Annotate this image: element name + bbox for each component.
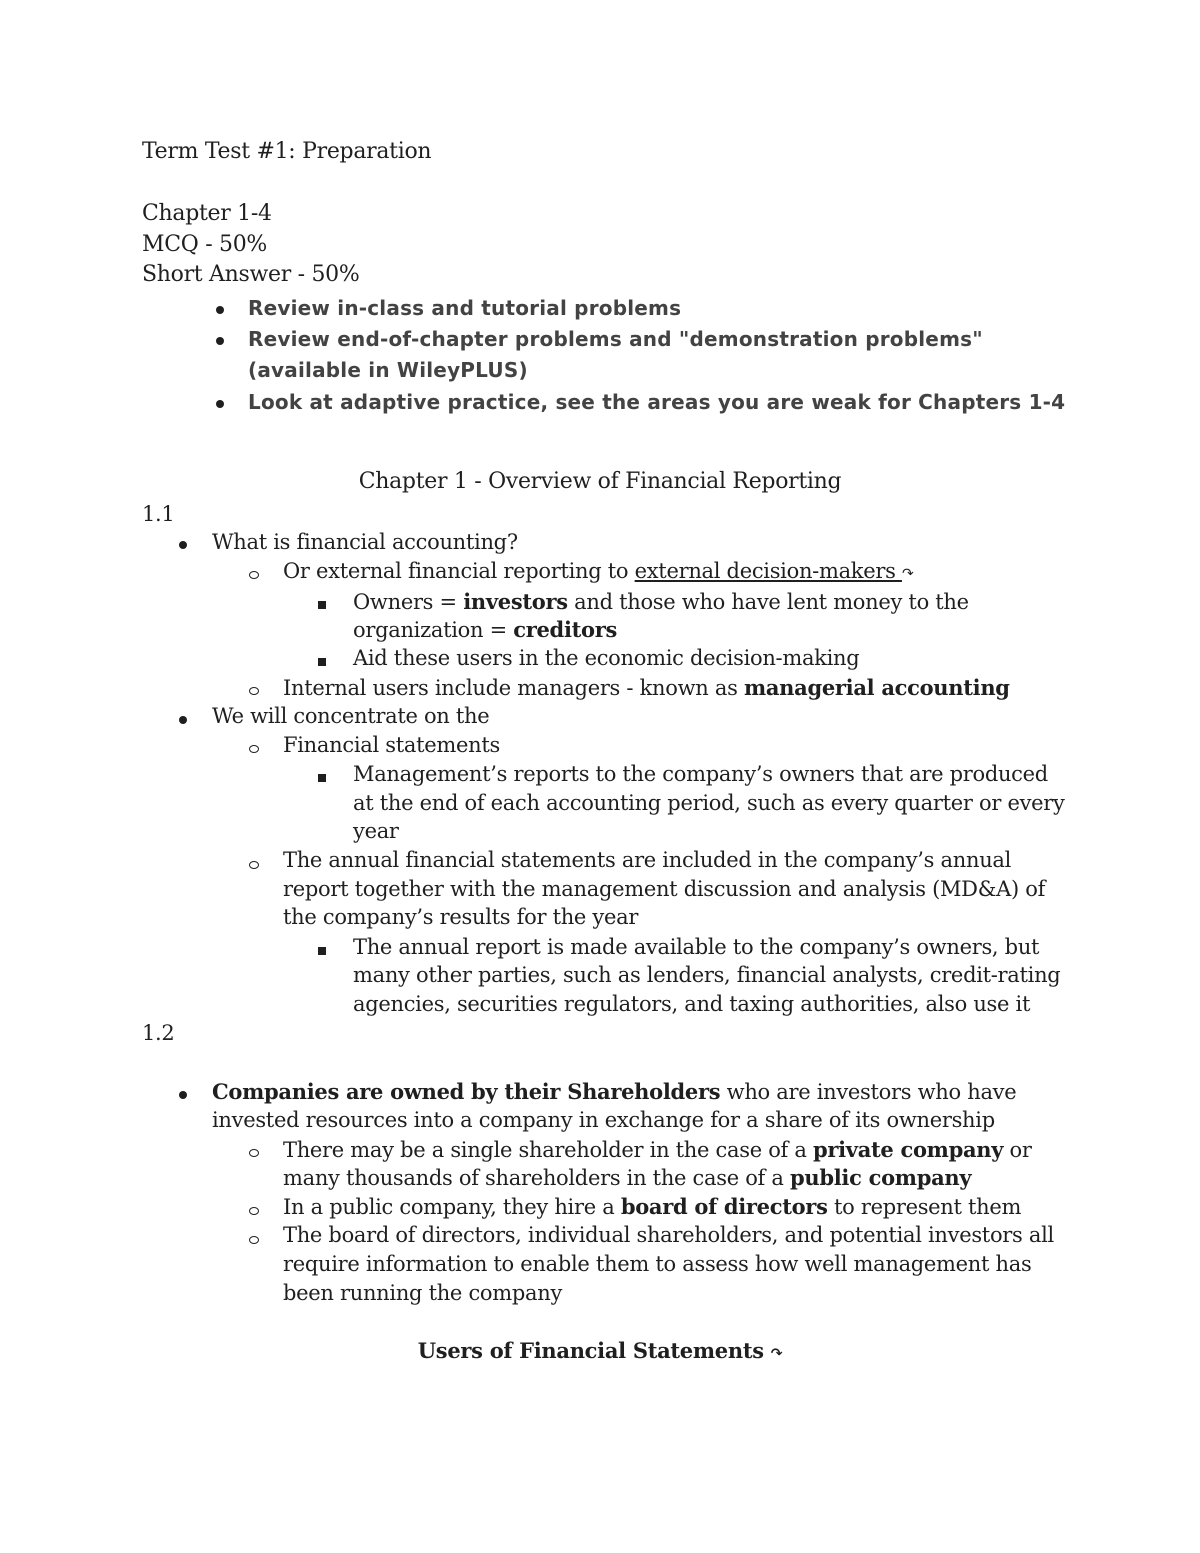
term-public-company: public company xyxy=(790,1165,972,1190)
list-item: The annual report is made available to the company’s owners, but xyxy=(353,935,1040,959)
bullet-icon xyxy=(179,716,187,724)
list-item: What is financial accounting? xyxy=(212,530,518,554)
short-answer-weight: Short Answer - 50% xyxy=(142,262,360,287)
list-text: many thousands of shareholders in the case of a xyxy=(283,1166,791,1190)
prep-item: Review in-class and tutorial problems xyxy=(248,296,682,320)
term-private-company: private company xyxy=(812,1137,1004,1162)
bullet-icon xyxy=(216,400,224,408)
list-item-continued: the company’s results for the year xyxy=(283,905,639,929)
hollow-bullet-icon xyxy=(249,571,259,579)
list-item: The annual financial statements are included in the company’s annual xyxy=(283,848,1012,872)
term-investors: investors xyxy=(463,589,568,614)
list-text: organization = xyxy=(353,618,514,642)
term-creditors: creditors xyxy=(513,617,618,642)
square-bullet-icon xyxy=(318,774,326,782)
list-text: Or external financial reporting to xyxy=(283,559,635,583)
external-decision-makers-link[interactable]: external decision-makers xyxy=(634,559,902,583)
list-item-continued: at the end of each accounting period, such as every quarter or every xyxy=(353,791,1065,815)
list-item-continued: agencies, securities regulators, and taxing authorities, also use it xyxy=(353,992,1031,1016)
list-item-continued xyxy=(353,617,617,642)
term-managerial-accounting: managerial accounting xyxy=(743,675,1010,700)
list-item: The board of directors, individual shareholders, and potential investors all xyxy=(283,1223,1054,1247)
list-item-continued: year xyxy=(353,819,399,843)
document-title: Term Test #1: Preparation xyxy=(142,139,432,164)
link-arrow-icon[interactable]: ↷ xyxy=(770,1346,783,1362)
square-bullet-icon xyxy=(318,658,326,666)
list-item xyxy=(283,559,913,583)
link-arrow-icon[interactable]: ↷ xyxy=(901,566,914,582)
users-heading xyxy=(0,1338,1200,1363)
list-item-continued: require information to enable them to assess how well management has xyxy=(283,1252,1032,1276)
section-label: 1.2 xyxy=(142,1021,175,1045)
bullet-icon xyxy=(179,1091,187,1099)
list-item xyxy=(283,1194,1021,1219)
list-text: There may be a single shareholder in the case of a xyxy=(283,1138,813,1162)
bullet-icon xyxy=(179,541,187,549)
chapters-line: Chapter 1-4 xyxy=(142,201,272,226)
bullet-icon xyxy=(216,306,224,314)
list-item-continued: invested resources into a company in exchange for a share of its ownership xyxy=(212,1108,995,1132)
term-board-of-directors: board of directors xyxy=(620,1194,828,1219)
users-heading-text: Users of Financial Statements xyxy=(417,1338,771,1363)
list-item: Aid these users in the economic decision-making xyxy=(353,646,860,670)
list-item xyxy=(283,675,1010,700)
list-text: and those who have lent money to the xyxy=(567,590,969,614)
prep-item: Look at adaptive practice, see the areas you are weak for Chapters 1-4 xyxy=(248,390,1066,414)
prep-item: Review end-of-chapter problems and "demonstration problems" xyxy=(248,327,983,351)
hollow-bullet-icon xyxy=(249,745,259,753)
list-item: Financial statements xyxy=(283,733,500,757)
chapter-heading: Chapter 1 - Overview of Financial Reporting xyxy=(358,469,842,494)
list-text: Internal users include managers - known as xyxy=(283,676,744,700)
list-item xyxy=(212,1079,1016,1104)
list-item: Management’s reports to the company’s owners that are produced xyxy=(353,762,1048,786)
hollow-bullet-icon xyxy=(249,1236,259,1244)
mcq-weight: MCQ - 50% xyxy=(142,232,268,257)
term-shareholders: Companies are owned by their Shareholders xyxy=(212,1079,721,1104)
list-item-continued xyxy=(283,1165,971,1190)
list-item-continued: report together with the management discussion and analysis (MD&A) of xyxy=(283,877,1046,901)
list-text: or xyxy=(1003,1138,1032,1162)
square-bullet-icon xyxy=(318,601,326,609)
square-bullet-icon xyxy=(318,947,326,955)
list-text: who are investors who have xyxy=(720,1080,1017,1104)
list-item xyxy=(283,1137,1032,1162)
bullet-icon xyxy=(216,337,224,345)
hollow-bullet-icon xyxy=(249,1207,259,1215)
hollow-bullet-icon xyxy=(249,1149,259,1157)
hollow-bullet-icon xyxy=(249,687,259,695)
list-text: to represent them xyxy=(827,1195,1022,1219)
prep-item-continued: (available in WileyPLUS) xyxy=(248,358,528,382)
list-item: We will concentrate on the xyxy=(212,704,490,728)
list-item-continued: been running the company xyxy=(283,1281,563,1305)
list-item-continued: many other parties, such as lenders, financial analysts, credit-rating xyxy=(353,963,1061,987)
list-text: In a public company, they hire a xyxy=(283,1195,621,1219)
list-text: Owners = xyxy=(353,590,464,614)
list-item xyxy=(353,589,969,614)
section-label: 1.1 xyxy=(142,502,175,526)
hollow-bullet-icon xyxy=(249,861,259,869)
